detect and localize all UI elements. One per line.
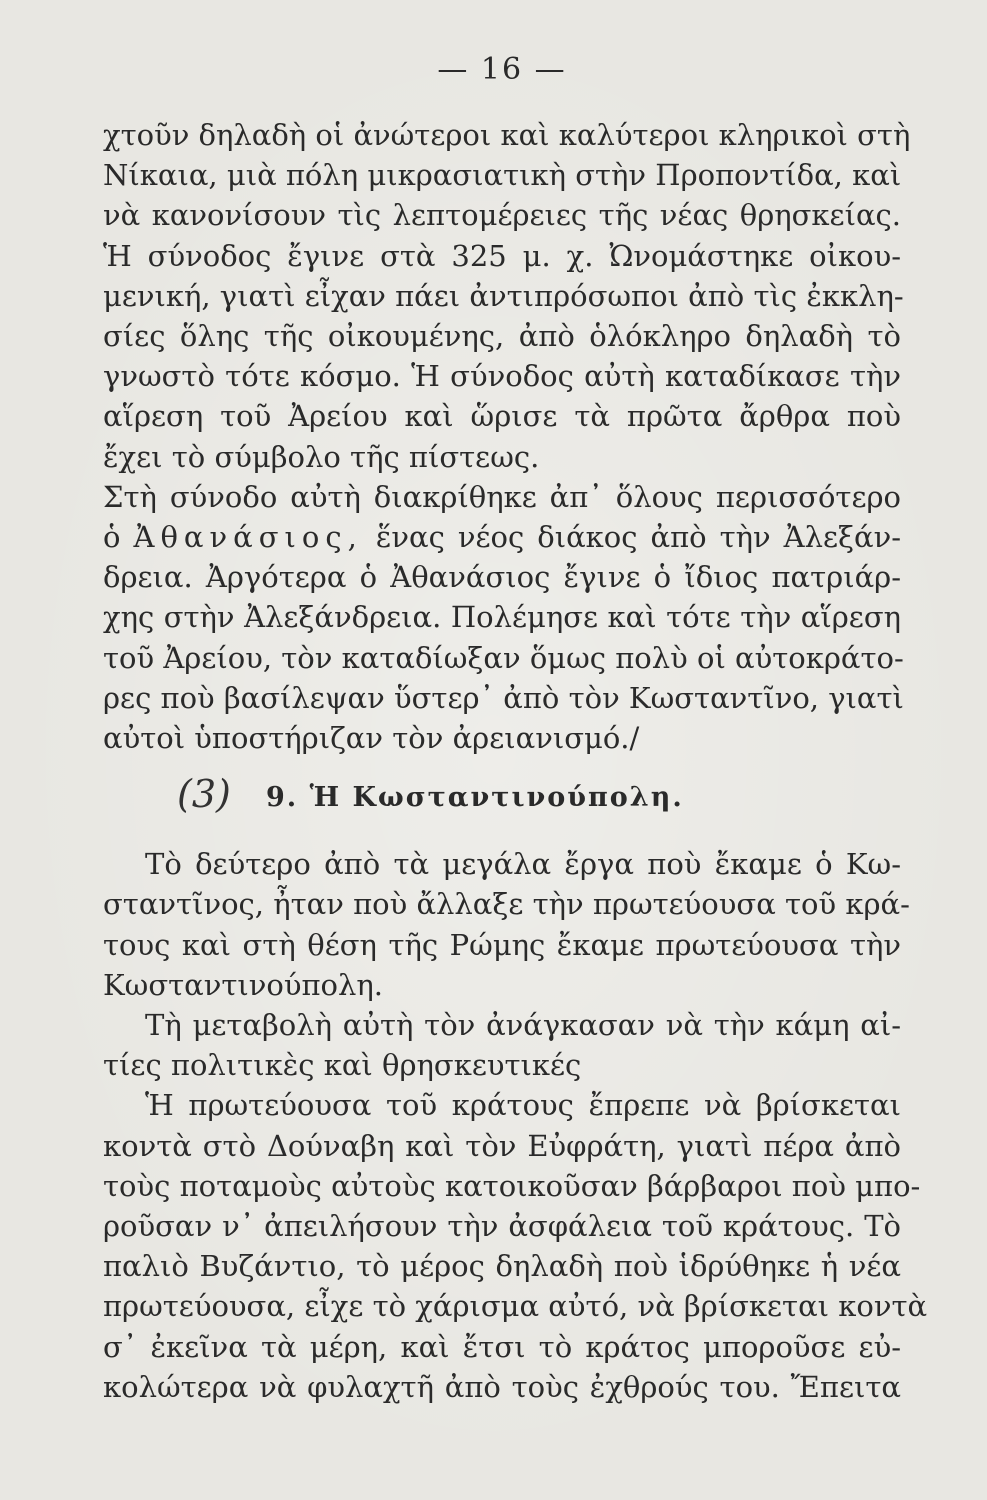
- section-title: 9. Ἡ Κωσταντινούπολη.: [266, 782, 684, 814]
- text-line: κολώτερα νὰ φυλαχτῆ ἀπὸ τοὺς ἐχθρούς του. Ἔπειτα: [103, 1369, 901, 1404]
- paragraph-4: [103, 1005, 901, 1085]
- text-line: γνωστὸ τότε κόσμο. Ἡ σύνοδος αὐτὴ καταδίκασε τὴν: [103, 359, 901, 394]
- text-line: τοῦ Ἀρείου, τὸν καταδίωξαν ὅμως πολὺ οἱ αὐτοκράτο-: [103, 640, 904, 675]
- paragraph-3: [103, 844, 910, 1005]
- text-line: Τὴ μεταβολὴ αὐτὴ τὸν ἀνάγκασαν νὰ τὴν κάμη αἰ-: [145, 1008, 901, 1043]
- paragraph-5: [103, 1085, 928, 1407]
- paragraph-2: [103, 477, 904, 758]
- text-fragment: ὁ: [103, 520, 121, 555]
- emphasized-name: Ἀθανάσιος,: [133, 520, 363, 555]
- text-line: χτοῦν δηλαδὴ οἱ ἀνώτεροι καὶ καλύτεροι κληρικοὶ στὴ: [103, 118, 911, 152]
- text-line: Κωσταντινούπολη.: [103, 967, 383, 1002]
- text-line: σ᾽ ἐκεῖνα τὰ μέρη, καὶ ἔτσι τὸ κράτος μποροῦσε εὐ-: [103, 1329, 901, 1364]
- text-line: Νίκαια, μιὰ πόλη μικρασιατικὴ στὴν Προποντίδα, καὶ: [103, 158, 902, 193]
- text-line: πρωτεύουσα, εἶχε τὸ χάρισμα αὐτό, νὰ βρίσκεται κοντὰ: [103, 1289, 928, 1324]
- text-line: τοὺς ποταμοὺς αὐτοὺς κατοικοῦσαν βάρβαροι ποὺ μπο-: [103, 1168, 921, 1203]
- text-line: χης στὴν Ἀλεξάνδρεια. Πολέμησε καὶ τότε τὴν αἵρεση: [103, 600, 901, 635]
- handwritten-mark: (3): [177, 772, 231, 817]
- section-heading-row: [103, 770, 901, 840]
- text-line: αἵρεση τοῦ Ἀρείου καὶ ὥρισε τὰ πρῶτα ἄρθρα ποὺ: [103, 399, 901, 434]
- text-line: αὐτοὶ ὑποστήριζαν τὸν ἀρειανισμό./: [103, 721, 640, 756]
- text-line: νὰ κανονίσουν τὶς λεπτομέρειες τῆς νέας θρησκείας.: [103, 198, 901, 233]
- text-line: δρεια. Ἀργότερα ὁ Ἀθανάσιος ἔγινε ὁ ἴδιος πατριάρ-: [103, 560, 901, 595]
- text-line: Ἡ πρωτεύουσα τοῦ κράτους ἔπρεπε νὰ βρίσκεται: [145, 1088, 901, 1123]
- text-line: παλιὸ Βυζάντιο, τὸ μέρος δηλαδὴ ποὺ ἱδρύθηκε ἡ νέα: [103, 1249, 901, 1284]
- text-line: μενική, γιατὶ εἶχαν πάει ἀντιπρόσωποι ἀπὸ τὶς ἐκκλη-: [103, 278, 904, 313]
- text-line: κοντὰ στὸ Δούναβη καὶ τὸν Εὐφράτη, γιατὶ πέρα ἀπὸ: [103, 1128, 901, 1163]
- text-line: σταντῖνος, ἦταν ποὺ ἄλλαξε τὴν πρωτεύουσα τοῦ κρά-: [103, 887, 910, 922]
- text-line: ροῦσαν ν᾽ ἀπειλήσουν τὴν ἀσφάλεια τοῦ κράτους. Τὸ: [103, 1209, 901, 1244]
- text-line: τους καὶ στὴ θέση τῆς Ρώμης ἔκαμε πρωτεύουσα τὴν: [103, 927, 901, 962]
- page-number: — 16 —: [437, 52, 567, 87]
- paragraph-1: [103, 115, 911, 477]
- text-fragment: ἕνας νέος διάκος ἀπὸ τὴν Ἀλεξάν-: [375, 520, 902, 555]
- text-line: [103, 517, 901, 557]
- text-line: Στὴ σύνοδο αὐτὴ διακρίθηκε ἀπ᾽ ὅλους περισσότερο: [103, 479, 901, 514]
- text-line: ρες ποὺ βασίλεψαν ὕστερ᾽ ἀπὸ τὸν Κωσταντῖνο, γιατὶ: [103, 680, 904, 715]
- text-line: τίες πολιτικὲς καὶ θρησκευτικές: [103, 1048, 582, 1083]
- text-line: σίες ὅλης τῆς οἰκουμένης, ἀπὸ ὁλόκληρο δηλαδὴ τὸ: [103, 319, 901, 354]
- text-line: Ἡ σύνοδος ἔγινε στὰ 325 μ. χ. Ὠνομάστηκε οἰκου-: [103, 238, 901, 273]
- text-line: ἔχει τὸ σύμβολο τῆς πίστεως.: [103, 439, 540, 474]
- text-line: Τὸ δεύτερο ἀπὸ τὰ μεγάλα ἔργα ποὺ ἔκαμε ὁ Κω-: [145, 847, 901, 882]
